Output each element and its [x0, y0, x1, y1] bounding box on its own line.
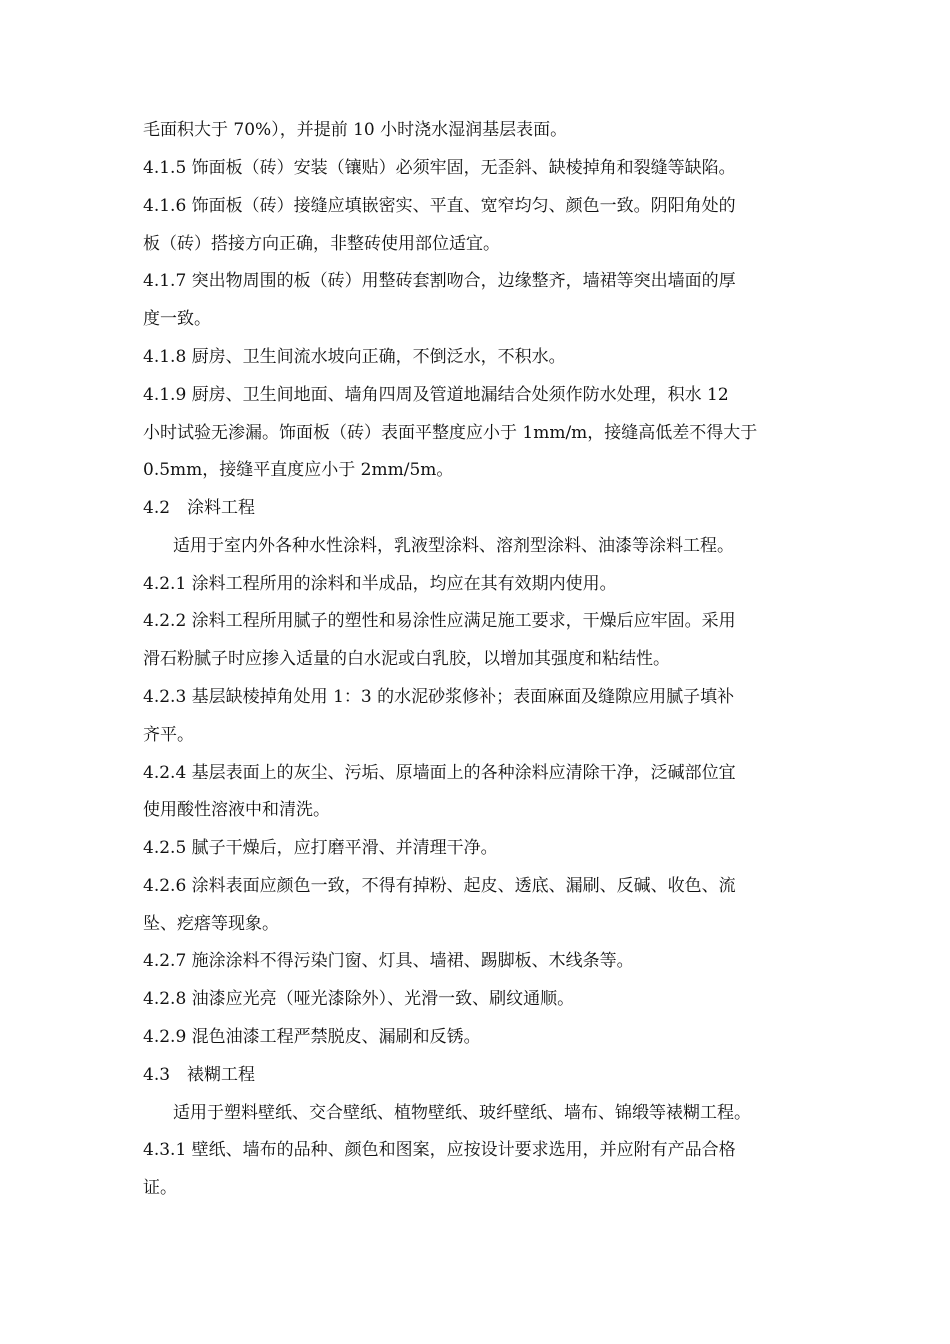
section-heading: 4.3 裱糊工程 — [143, 1065, 256, 1085]
text-line: 4.2.5 腻子干燥后，应打磨平滑、并清理干净。 — [143, 838, 498, 858]
text-line: 滑石粉腻子时应掺入适量的白水泥或白乳胶，以增加其强度和粘结性。 — [143, 649, 670, 669]
text-line: 4.2.7 施涂涂料不得污染门窗、灯具、墙裙、踢脚板、木线条等。 — [143, 951, 634, 971]
text-line: 4.1.8 厨房、卫生间流水坡向正确，不倒泛水，不积水。 — [143, 347, 566, 367]
text-line: 4.2.2 涂料工程所用腻子的塑性和易涂性应满足施工要求，干燥后应牢固。采用 — [143, 611, 736, 631]
text-line: 4.1.7 突出物周围的板（砖）用整砖套割吻合，边缘整齐，墙裙等突出墙面的厚 — [143, 271, 736, 291]
text-line: 小时试验无渗漏。饰面板（砖）表面平整度应小于 1mm/m，接缝高低差不得大于 — [143, 423, 758, 443]
section-heading: 4.2 涂料工程 — [143, 498, 256, 518]
text-line: 坠、疙瘩等现象。 — [143, 914, 279, 934]
text-line: 度一致。 — [143, 309, 211, 329]
text-line: 证。 — [143, 1178, 177, 1198]
text-line: 使用酸性溶液中和清洗。 — [143, 800, 330, 820]
text-line: 毛面积大于 70%），并提前 10 小时浇水湿润基层表面。 — [143, 120, 568, 140]
text-line: 4.3.1 壁纸、墙布的品种、颜色和图案，应按设计要求选用，并应附有产品合格 — [143, 1140, 736, 1160]
section-intro: 适用于室内外各种水性涂料，乳液型涂料、溶剂型涂料、油漆等涂料工程。 — [173, 536, 734, 556]
text-line: 齐平。 — [143, 725, 194, 745]
text-line: 4.2.1 涂料工程所用的涂料和半成品，均应在其有效期内使用。 — [143, 574, 617, 594]
text-line: 4.2.6 涂料表面应颜色一致，不得有掉粉、起皮、透底、漏刷、反碱、收色、流 — [143, 876, 736, 896]
section-intro: 适用于塑料壁纸、交合壁纸、植物壁纸、玻纤壁纸、墙布、锦缎等裱糊工程。 — [173, 1103, 751, 1123]
text-line: 4.2.3 基层缺棱掉角处用 1：3 的水泥砂浆修补；表面麻面及缝隙应用腻子填补 — [143, 687, 735, 707]
text-line: 4.2.9 混色油漆工程严禁脱皮、漏刷和反锈。 — [143, 1027, 481, 1047]
text-line: 0.5mm，接缝平直度应小于 2mm/5m。 — [143, 460, 454, 480]
text-line: 4.2.4 基层表面上的灰尘、污垢、原墙面上的各种涂料应清除干净，泛碱部位宜 — [143, 763, 736, 783]
text-line: 4.1.6 饰面板（砖）接缝应填嵌密实、平直、宽窄均匀、颜色一致。阴阳角处的 — [143, 196, 736, 216]
text-line: 4.1.9 厨房、卫生间地面、墙角四周及管道地漏结合处须作防水处理，积水 12 — [143, 385, 729, 405]
text-line: 4.2.8 油漆应光亮（哑光漆除外）、光滑一致、刷纹通顺。 — [143, 989, 575, 1009]
text-line: 4.1.5 饰面板（砖）安装（镶贴）必须牢固，无歪斜、缺棱掉角和裂缝等缺陷。 — [143, 158, 736, 178]
text-line: 板（砖）搭接方向正确，非整砖使用部位适宜。 — [143, 234, 500, 254]
